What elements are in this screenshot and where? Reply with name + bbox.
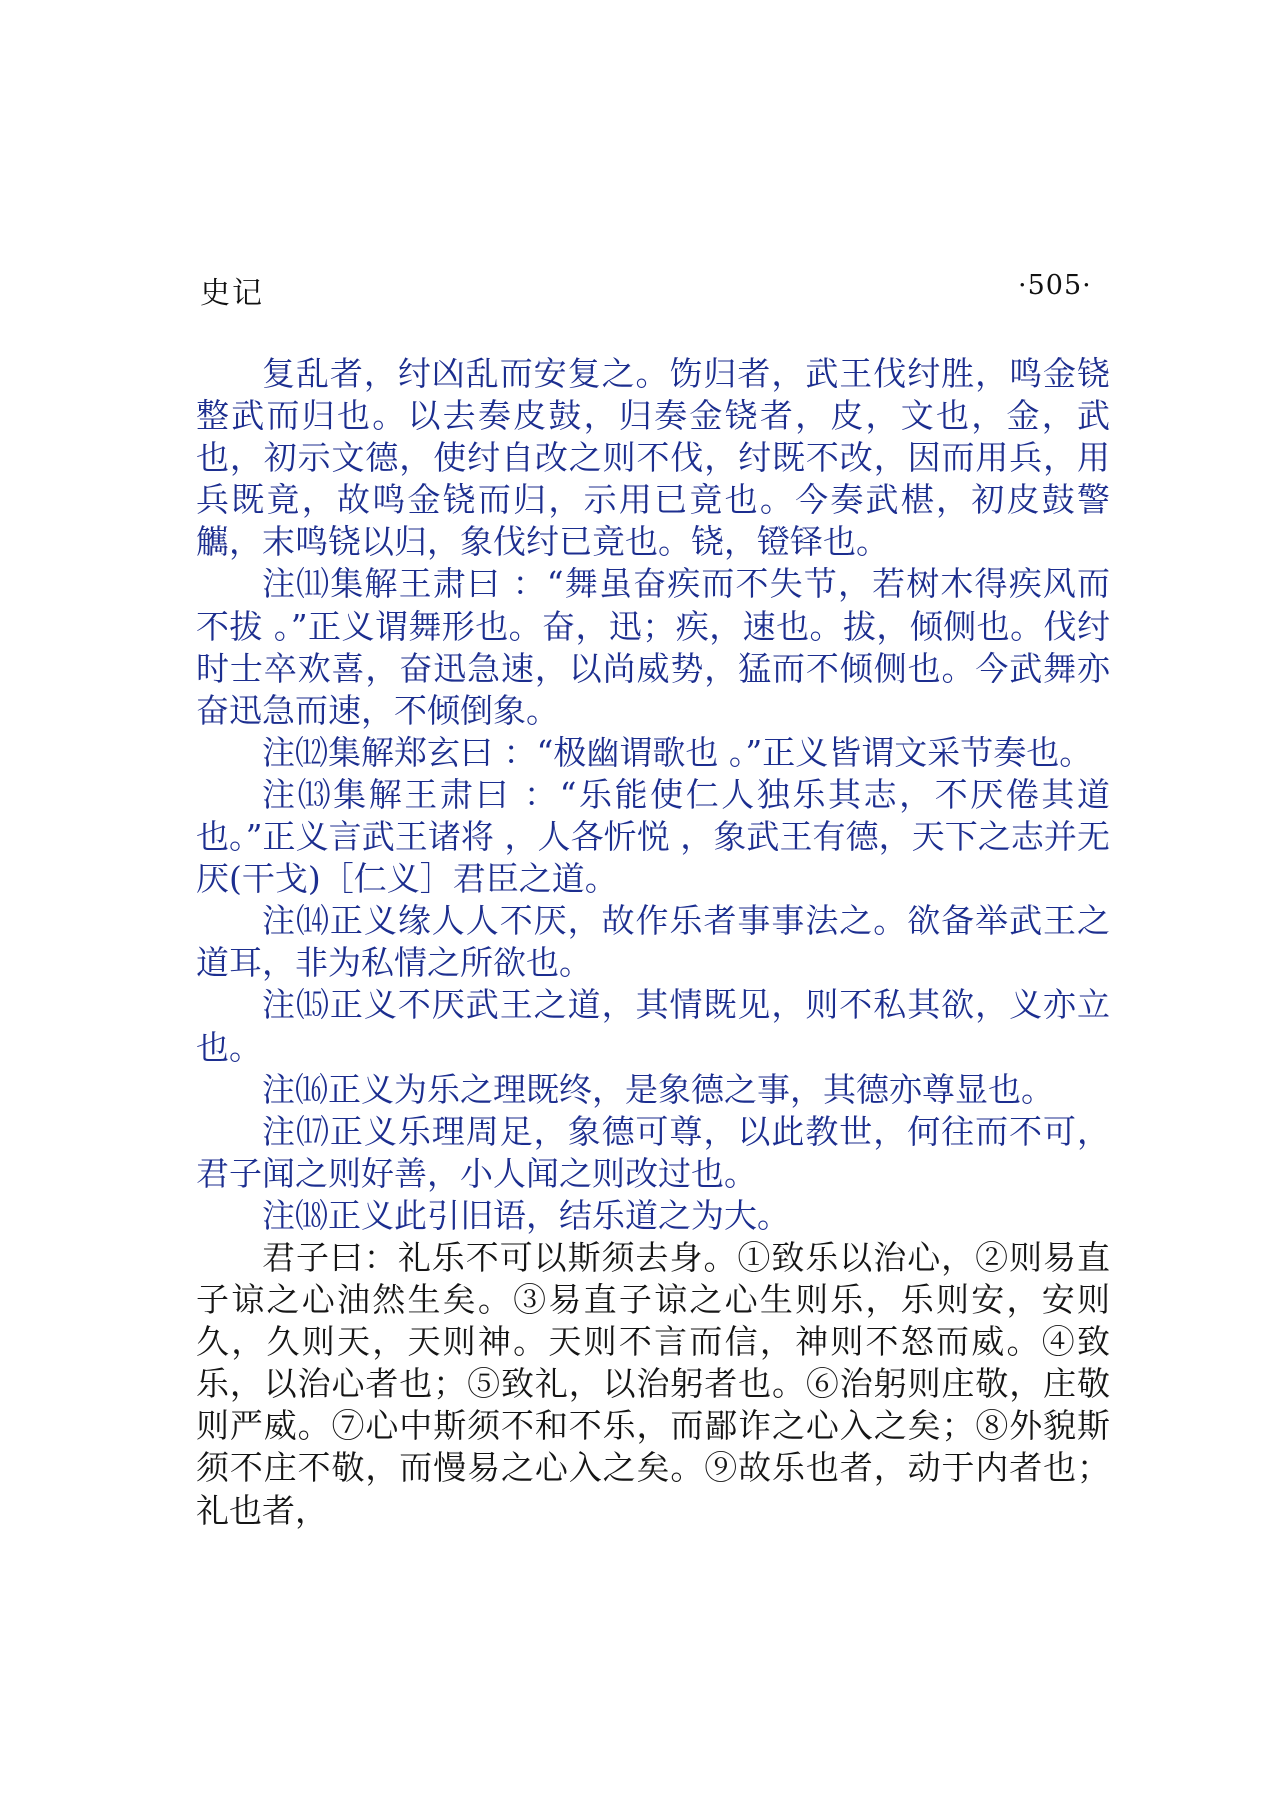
paragraph-note-13: 注⒀集解王肃曰 ：“乐能使仁人独乐其志，不厌倦其道也。”正义言武王诸将 ，人各忻悦 ，象武王有德，天下之志并无厌(干戈)［仁义］君臣之道。 — [196, 774, 1110, 899]
paragraph-note-17: 注⒄正义乐理周足，象德可尊，以此教世，何往而不可，君子闻之则好善，小人闻之则改过也。 — [196, 1111, 1110, 1193]
paragraph-note-18: 注⒅正义此引旧语，结乐道之为大。 — [262, 1195, 790, 1235]
page-number: ·505· — [1018, 270, 1092, 301]
paragraph-note-12: 注⑿集解郑玄曰 ：“极幽谓歌也 。”正义皆谓文采节奏也。 — [262, 732, 1093, 772]
paragraph-note-14: 注⒁正义缘人人不厌，故作乐者事事法之。欲备举武王之道耳，非为私情之所欲也。 — [196, 901, 1110, 983]
paragraph-main-text: 君子曰：礼乐不可以斯须去身。①致乐以治心，②则易直子谅之心油然生矣。③易直子谅之心生则乐，乐则安，安则久，久则天，天则神。天则不言而信，神则不怒而威。④致乐，以治心者也；⑤致礼，以治躬者也。⑥治躬则庄敬，庄敬则严威。⑦心中斯须不和不乐，而鄙诈之心入之矣；⑧外貌斯须不庄不敬，而慢易之心入之矣。⑨故乐也者，动于内者也；礼也者， — [196, 1237, 1110, 1530]
paragraph-note-16: 注⒃正义为乐之理既终，是象德之事，其德亦尊显也。 — [262, 1069, 1054, 1109]
body-text — [196, 353, 1110, 1532]
paragraph-commentary: 复乱者，纣凶乱而安复之。饬归者，武王伐纣胜，鸣金铙整武而归也。以去奏皮鼓，归奏金铙者，皮，文也，金，武也，初示文德，使纣自改之则不伐，纣既不改，因而用兵，用兵既竟，故鸣金铙而归，示用已竟也。今奏武椹，初皮鼓警觽，末鸣铙以归，象伐纣已竟也。铙，镫铎也。 — [196, 354, 1110, 562]
running-header-title: 史记 — [200, 276, 264, 311]
paragraph-note-11: 注⑾集解王肃曰 ：“舞虽奋疾而不失节，若树木得疾风而不拔 。”正义谓舞形也。奋，迅；疾，速也。拔，倾侧也。伐纣时士卒欢喜，奋迅急速，以尚威势，猛而不倾侧也。今武舞亦奋迅急而速，不倾倒象。 — [196, 564, 1110, 730]
paragraph-note-15: 注⒂正义不厌武王之道，其情既见，则不私其欲，义亦立也。 — [196, 985, 1110, 1067]
